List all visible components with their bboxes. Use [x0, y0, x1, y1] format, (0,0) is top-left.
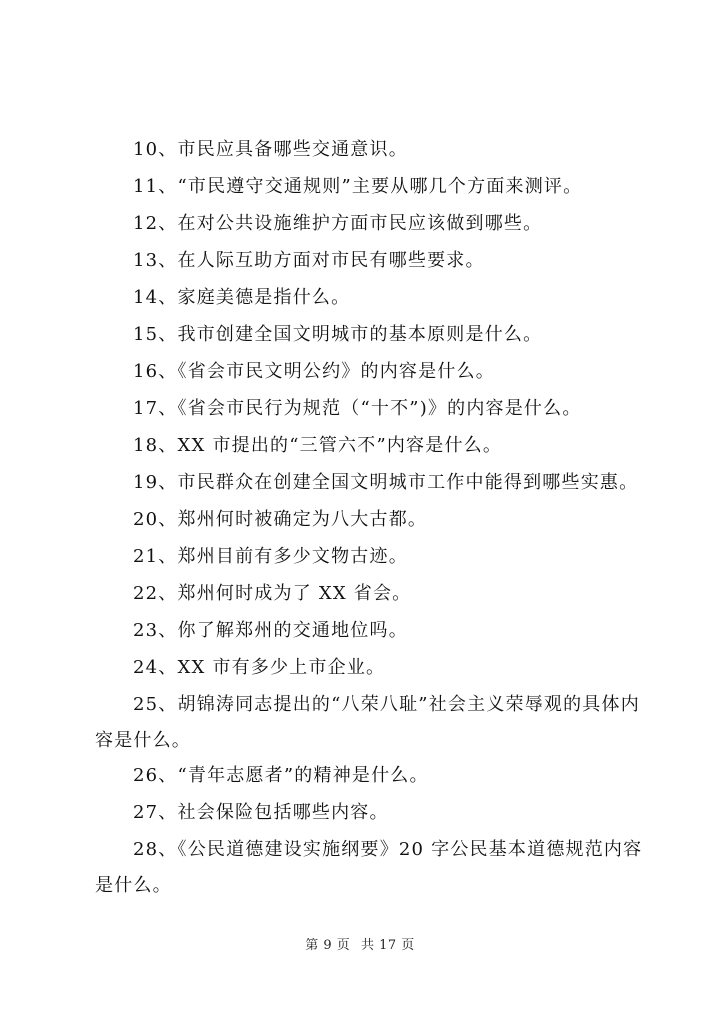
question-12: 12、在对公共设施维护方面市民应该做到哪些。	[133, 213, 543, 234]
question-24: 24、XX 市有多少上市企业。	[133, 657, 386, 678]
question-26: 26、“青年志愿者”的精神是什么。	[133, 765, 429, 786]
question-16: 16、《省会市民文明公约》的内容是什么。	[133, 361, 495, 382]
question-13: 13、在人际互助方面对市民有哪些要求。	[133, 250, 485, 271]
question-19: 19、市民群众在创建全国文明城市工作中能得到哪些实惠。	[133, 472, 639, 493]
question-22: 22、郑州何时成为了 XX 省会。	[133, 583, 412, 604]
question-20: 20、郑州何时被确定为八大古都。	[133, 509, 428, 530]
question-10: 10、市民应具备哪些交通意识。	[133, 139, 408, 160]
page-number: 第 9 页	[305, 938, 351, 953]
question-18: 18、XX 市提出的“三管六不”内容是什么。	[133, 435, 503, 456]
question-25: 25、胡锦涛同志提出的“八荣八耻”社会主义荣辱观的具体内容是什么。	[95, 694, 640, 751]
page-total: 共 17 页	[360, 938, 415, 953]
question-15: 15、我市创建全国文明城市的基本原则是什么。	[133, 324, 543, 345]
question-14: 14、家庭美德是指什么。	[133, 287, 351, 308]
question-21: 21、郑州目前有多少文物古迹。	[133, 546, 408, 567]
question-17: 17、《省会市民行为规范（“十不”)》的内容是什么。	[133, 398, 582, 419]
question-27: 27、社会保险包括哪些内容。	[133, 802, 389, 823]
question-23: 23、你了解郑州的交通地位吗。	[133, 620, 408, 641]
question-11: 11、“市民遵守交通规则”主要从哪几个方面来测评。	[133, 176, 583, 197]
page-footer	[0, 934, 720, 953]
question-28: 28、《公民道德建设实施纲要》20 字公民基本道德规范内容是什么。	[95, 839, 643, 896]
